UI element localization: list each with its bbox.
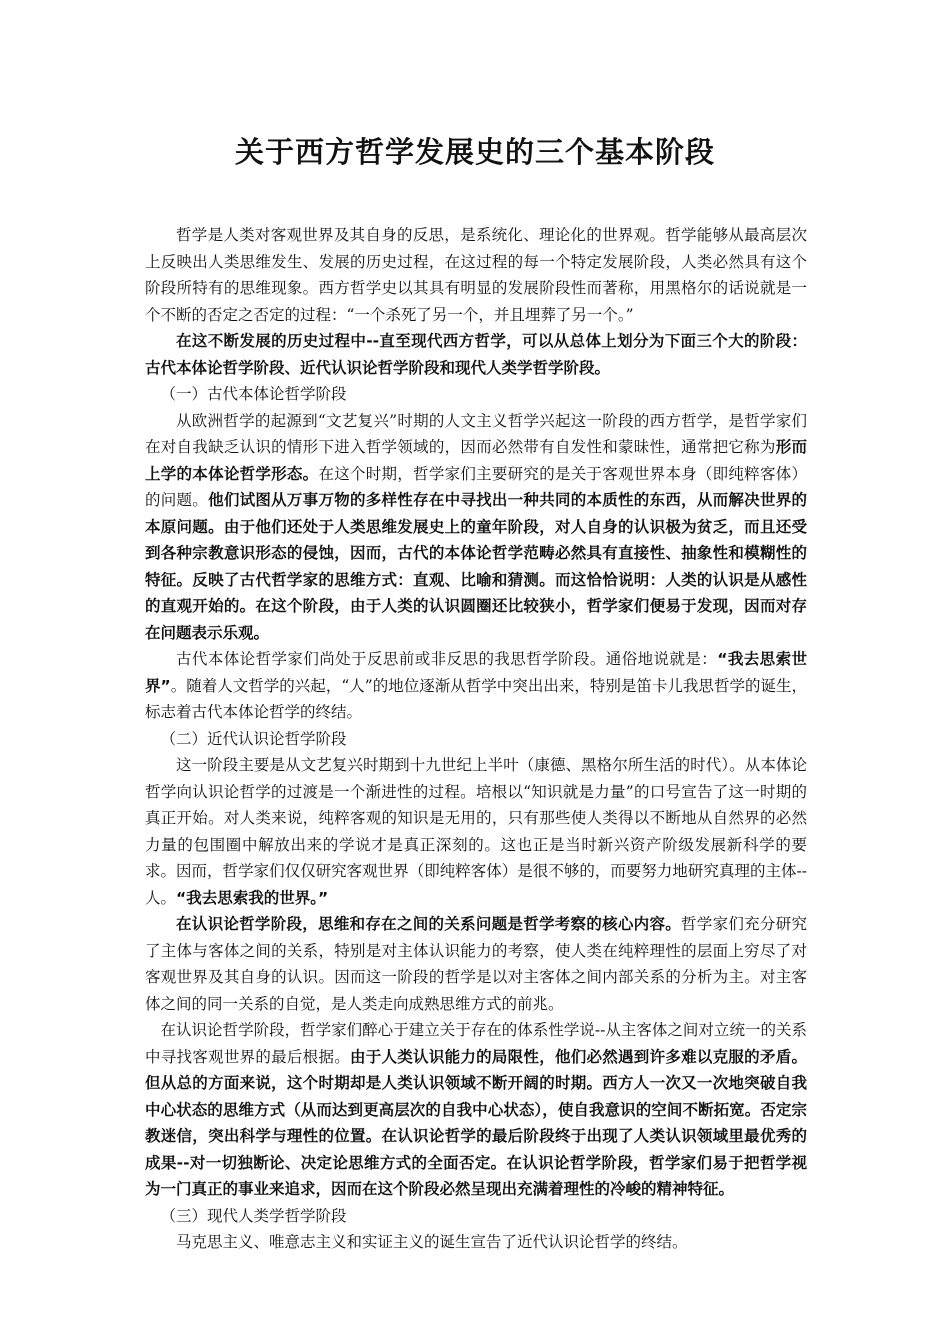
document-body bbox=[145, 222, 807, 1256]
paragraph-ancient-2 bbox=[145, 646, 807, 726]
paragraph-epistemology-1-text-b: “我去思索我的世界。” bbox=[176, 888, 329, 907]
paragraph-ancient-2-text-b: “我去思索世界” bbox=[145, 650, 807, 695]
paragraph-ancient-1-text-c: 在这个时期，哲学家们主要研究的是关于客观世界本身（即纯粹客体）的问题。 bbox=[145, 464, 807, 509]
section-heading-ancient-text: （一）古代本体论哲学阶段 bbox=[160, 385, 347, 403]
section-heading-modern-epistemology bbox=[145, 726, 807, 753]
section-heading-anthropology-text: （三）现代人类学哲学阶段 bbox=[160, 1206, 347, 1225]
paragraph-ancient-1-text-b: 形而上学的本体论哲学形态。 bbox=[145, 438, 807, 483]
paragraph-anthropology-1-text: 马克思主义、唯意志主义和实证主义的诞生宣告了近代认识论哲学的终结。 bbox=[176, 1233, 688, 1251]
paragraph-epistemology-3-text-a: 在认识论哲学阶段，哲学家们醉心于建立关于存在的体系性学说--从主客体之间对立统一的关系中寻找客观世界的最后根据。 bbox=[145, 1021, 807, 1066]
section-heading-ancient bbox=[145, 381, 807, 408]
paragraph-ancient-1-text-d: 他们试图从万事万物的多样性存在中寻找出一种共同的本质性的东西，从而解决世界的本原问题。由于他们还处于人类思维发展史上的童年阶段，对人自身的认识极为贫乏，而且还受到各种宗教意识形态的侵蚀，因而，古代的本体论哲学范畴必然具有直接性、抽象性和模糊性的特征。反映了古代哲学家的思维方式：直观、比喻和猜测。而这恰恰说明：人类的认识是从感性的直观开始的。在这个阶段，由于人类的认识圆圈还比较狭小，哲学家们便易于发现，因而对存在问题表示乐观。 bbox=[145, 491, 807, 642]
paragraph-epistemology-1 bbox=[145, 752, 807, 911]
section-heading-modern-epistemology-text: （二）近代认识论哲学阶段 bbox=[160, 729, 347, 748]
paragraph-epistemology-2 bbox=[145, 911, 807, 1017]
paragraph-ancient-2-text-c: 。随着人文哲学的兴起，“人”的地位逐渐从哲学中突出出来，特别是笛卡儿我思哲学的诞生，标志着古代本体论哲学的终结。 bbox=[145, 676, 807, 721]
paragraph-anthropology-1 bbox=[145, 1229, 807, 1256]
paragraph-epistemology-3 bbox=[145, 1017, 807, 1203]
paragraph-stages-summary bbox=[145, 328, 807, 381]
document-title: 关于西方哲学发展史的三个基本阶段 bbox=[234, 135, 715, 169]
paragraph-epistemology-2-text-b: 哲学家们充分研究了主体与客体之间的关系，特别是对主体认识能力的考察，使人类在纯粹理性的层面上穷尽了对客观世界及其自身的认识。因而这一阶段的哲学是以对主客体之间内部关系的分析为主。对主客体之间的同一关系的自觉，是人类走向成熟思维方式的前兆。 bbox=[145, 915, 807, 1013]
paragraph-ancient-1-text-a: 从欧洲哲学的起源到“文艺复兴”时期的人文主义哲学兴起这一阶段的西方哲学，是哲学家们在对自我缺乏认识的情形下进入哲学领域的，因而必然带有自发性和蒙昧性，通常把它称为 bbox=[145, 411, 807, 456]
paragraph-ancient-2-text-a: 古代本体论哲学家们尚处于反思前或非反思的我思哲学阶段。通俗地说就是： bbox=[176, 650, 718, 668]
section-heading-anthropology bbox=[145, 1203, 807, 1230]
paragraph-epistemology-3-text-b: 由于人类认识能力的局限性，他们必然遇到许多难以克服的矛盾。但从总的方面来说，这个时期却是人类认识领域不断开阔的时期。西方人一次又一次地突破自我中心状态的思维方式（从而达到更高层次的自我中心状态），使自我意识的空间不断拓宽。否定宗教迷信，突出科学与理性的位置。在认识论哲学的最后阶段终于出现了人类认识领域里最优秀的成果--对一切独断论、决定论思维方式的全面否定。在认识论哲学阶段，哲学家们易于把哲学视为一门真正的事业来追求，因而在这个阶段必然呈现出充满着理性的冷峻的精神特征。 bbox=[145, 1047, 807, 1198]
paragraph-intro-text: 哲学是人类对客观世界及其自身的反思，是系统化、理论化的世界观。哲学能够从最高层次上反映出人类思维发生、发展的历史过程，在这过程的每一个特定发展阶段，人类必然具有这个阶段所特有的思维现象。西方哲学史以其具有明显的发展阶段性而著称，用黑格尔的话说就是一个不断的否定之否定的过程：“一个杀死了另一个，并且埋葬了另一个。” bbox=[145, 226, 807, 324]
paragraph-epistemology-2-text-a: 在认识论哲学阶段，思维和存在之间的关系问题是哲学考察的核心内容。 bbox=[176, 915, 682, 933]
paragraph-stages-summary-text: 在这不断发展的历史过程中--直至现代西方哲学，可以从总体上划分为下面三个大的阶段：古代本体论哲学阶段、近代认识论哲学阶段和现代人类学哲学阶段。 bbox=[145, 332, 807, 377]
paragraph-intro bbox=[145, 222, 807, 328]
paragraph-ancient-1 bbox=[145, 408, 807, 647]
paragraph-epistemology-1-text-a: 这一阶段主要是从文艺复兴时期到十九世纪上半叶（康德、黑格尔所生活的时代）。从本体论哲学向认识论哲学的过渡是一个渐进性的过程。培根以“知识就是力量”的口号宣告了这一时期的真正开始。对人类来说，纯粹客观的知识是无用的，只有那些使人类得以不断地从自然界的必然力量的包围圈中解放出来的学说才是真正深刻的。这也正是当时新兴资产阶级发展新科学的要求。因而，哲学家们仅仅研究客观世界（即纯粹客体）是很不够的，而要努力地研究真理的主体--人。 bbox=[145, 756, 807, 907]
